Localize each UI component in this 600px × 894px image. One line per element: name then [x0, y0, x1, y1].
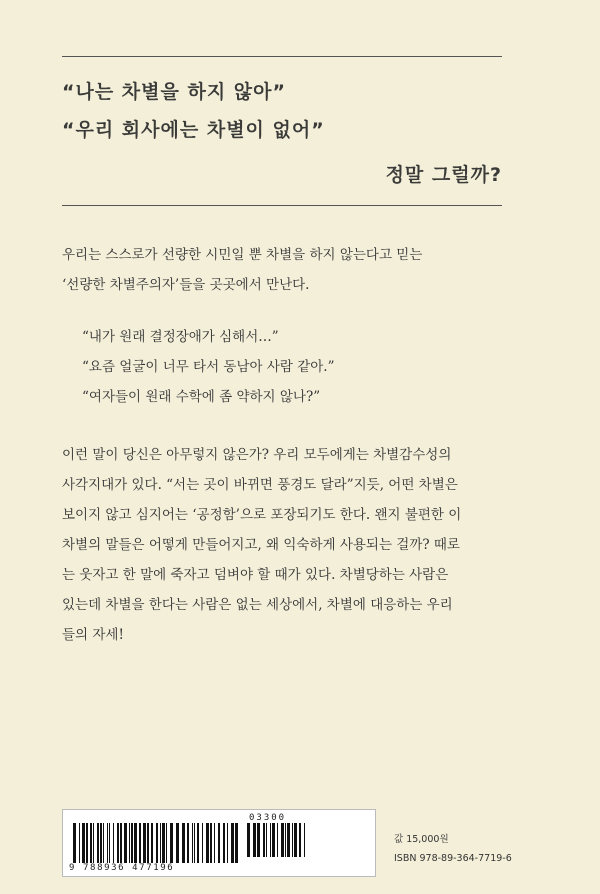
isbn-label: ISBN 978-89-364-7719-6 — [394, 853, 512, 864]
barcode-bar — [117, 823, 119, 863]
barcode-bar — [103, 823, 104, 863]
barcode-bar — [160, 823, 161, 863]
barcode-bar — [218, 823, 220, 863]
example-quote: “요즘 얼굴이 너무 타서 동남아 사람 같아.” — [82, 359, 335, 375]
barcode-bar — [182, 823, 185, 863]
barcode-bar — [109, 823, 110, 863]
barcode-bar — [247, 823, 250, 857]
barcode-bar — [97, 823, 99, 863]
barcode-bar — [194, 823, 195, 863]
barcode-bar — [299, 823, 301, 857]
barcode-bar — [202, 823, 203, 863]
body-paragraph — [62, 440, 512, 650]
barcode-bar — [147, 823, 149, 863]
body-line: 들의 자세! — [62, 627, 124, 643]
barcode-digits: 9 788936 477196 — [69, 863, 175, 873]
top-divider — [62, 56, 502, 57]
barcode-bar — [292, 823, 293, 857]
barcode-bar — [257, 823, 260, 857]
headline-quote-2: “우리 회사에는 차별이 없어” — [62, 119, 325, 141]
barcode-bar — [90, 823, 92, 863]
barcode-bar — [170, 823, 173, 863]
barcode-bar — [192, 823, 193, 863]
barcode-bar — [304, 823, 305, 857]
barcode-bar — [79, 823, 80, 863]
barcode-bar — [272, 823, 275, 857]
price-label: 값 15,000원 — [394, 834, 449, 845]
barcode — [62, 809, 376, 877]
body-line: 보이지 않고 심지어는 ‘공정함’으로 포장되기도 한다. 왠지 불편한 이 — [62, 507, 462, 523]
barcode-bar — [263, 823, 265, 857]
example-quote: “내가 원래 결정장애가 심해서…” — [82, 329, 279, 345]
barcode-bars — [73, 823, 241, 863]
barcode-bar — [124, 823, 127, 863]
intro-line: 우리는 스스로가 선량한 시민일 뿐 차별을 하지 않는다고 믿는 — [62, 247, 423, 263]
barcode-bar — [231, 823, 234, 863]
barcode-bar — [166, 823, 167, 863]
barcode-bar — [270, 823, 271, 857]
headline-question: 정말 그럴까? — [385, 164, 502, 186]
barcode-bar — [100, 823, 102, 863]
body-line: 는 웃자고 한 말에 죽자고 덤벼야 할 때가 있다. 차별당하는 사람은 — [62, 567, 449, 583]
barcode-bar — [113, 823, 114, 863]
barcode-bar — [129, 823, 130, 863]
barcode-bar — [253, 823, 256, 857]
barcode-bar — [235, 823, 238, 863]
barcode-bar — [93, 823, 94, 863]
barcode-bar — [156, 823, 158, 863]
body-line: 이런 말이 당신은 아무렇지 않은가? 우리 모두에게는 차별감수성의 — [62, 447, 452, 463]
body-line: 사각지대가 있다. “서는 곳이 바뀌면 풍경도 달라”지듯, 어떤 차별은 — [62, 477, 458, 493]
middle-divider — [62, 205, 502, 206]
intro-paragraph — [62, 240, 512, 300]
barcode-bar — [86, 823, 88, 863]
example-quote: “여자들이 원래 수학에 좀 약하지 않나?” — [82, 389, 321, 405]
barcode-bar — [120, 823, 122, 863]
barcode-bar — [277, 823, 278, 857]
barcode-addon-number: 03300 — [249, 813, 287, 823]
barcode-bar — [281, 823, 284, 857]
barcode-bar — [227, 823, 228, 863]
barcode-bar — [134, 823, 137, 863]
body-line: 차별의 말들은 어떻게 만들어지고, 왜 익숙하게 사용되는 걸까? 때로 — [62, 537, 460, 553]
barcode-bar — [197, 823, 199, 863]
barcode-bar — [139, 823, 141, 863]
barcode-bar — [187, 823, 189, 863]
barcode-bar — [82, 823, 85, 863]
barcode-addon-bars — [247, 823, 307, 857]
barcode-bar — [73, 823, 76, 863]
barcode-bar — [210, 823, 212, 863]
barcode-bar — [294, 823, 297, 857]
example-quotes — [82, 322, 532, 412]
barcode-bar — [162, 823, 165, 863]
intro-line: ‘선량한 차별주의자’들을 곳곳에서 만난다. — [62, 277, 310, 293]
barcode-bar — [223, 823, 225, 863]
headline-quote-1: “나는 차별을 하지 않아” — [62, 81, 287, 103]
barcode-bar — [131, 823, 133, 863]
barcode-bar — [214, 823, 215, 863]
barcode-bar — [176, 823, 179, 863]
body-line: 있는데 차별을 한다는 사람은 없는 세상에서, 차별에 대응하는 우리 — [62, 597, 453, 613]
barcode-bar — [285, 823, 286, 857]
barcode-bar — [107, 823, 108, 863]
barcode-bar — [151, 823, 153, 863]
barcode-bar — [206, 823, 209, 863]
barcode-bar — [143, 823, 146, 863]
barcode-bar — [266, 823, 267, 857]
barcode-bar — [287, 823, 290, 857]
